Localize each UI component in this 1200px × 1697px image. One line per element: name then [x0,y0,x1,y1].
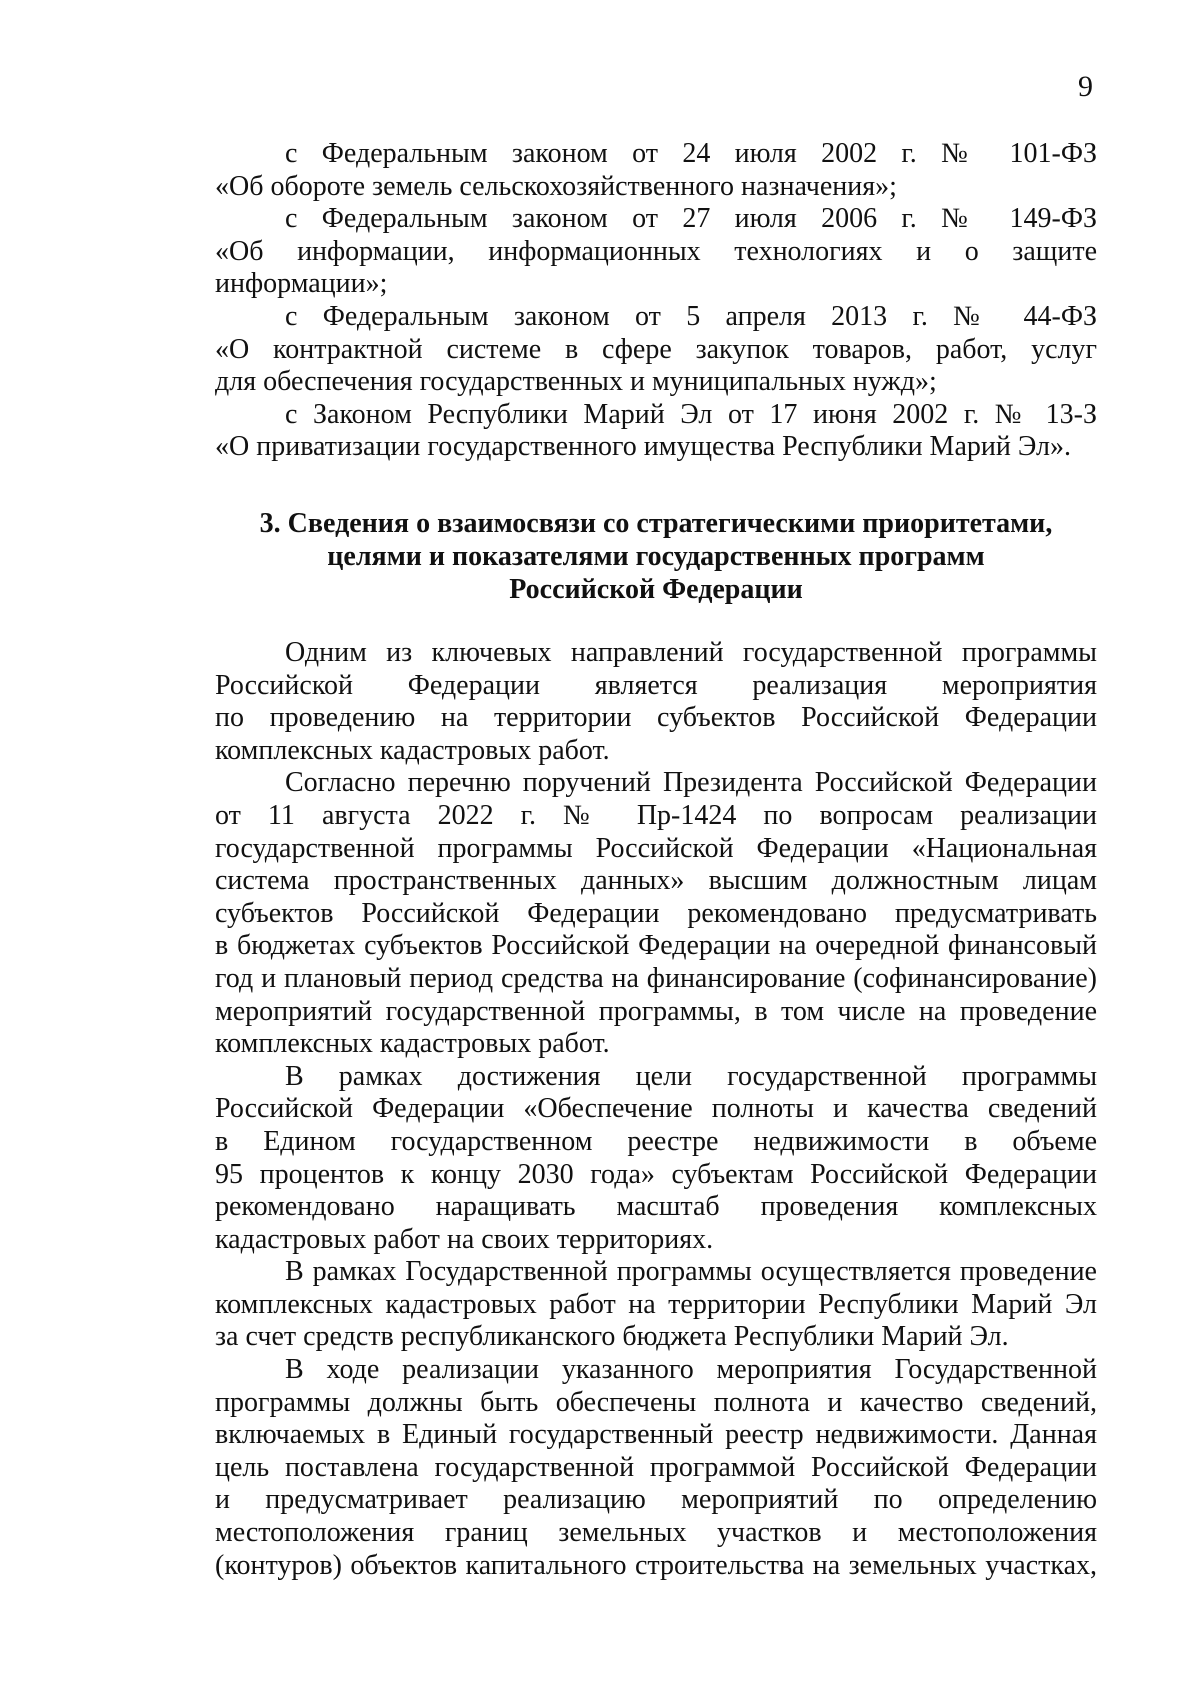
text-line: в бюджетах субъектов Российской Федерации на очередной финансовый [215,930,1097,962]
reference-item [215,399,1097,464]
text-line: комплексных кадастровых работ. [215,1028,610,1060]
text-line: и предусматривает реализацию мероприятий по определению [215,1484,1097,1516]
reference-item [215,301,1097,399]
text-line: мероприятий государственной программы, в том числе на проведение [215,995,1097,1027]
text-line: Российской Федерации является реализация мероприятия [215,669,1097,701]
text-line: местоположения границ земельных участков и местоположения [215,1517,1097,1549]
text-line: «Об информации, информационных технологиях и о защите [215,235,1097,267]
text-line: по проведению на территории субъектов Российской Федерации [215,702,1097,734]
text-line: от 11 августа 2022 г. № Пр-1424 по вопросам реализации [215,799,1097,831]
text-line: государственной программы Российской Федерации «Национальная [215,832,1097,864]
text-line: включаемых в Единый государственный реестр недвижимости. Данная [215,1419,1097,1451]
heading-line: целями и показателями государственных программ [327,541,985,572]
text-line: рекомендовано наращивать масштаб проведения комплексных [215,1191,1097,1223]
text-line: В ходе реализации указанного мероприятия Государственной [285,1354,1097,1386]
text-line: субъектов Российской Федерации рекомендовано предусматривать [215,897,1097,929]
text-line: для обеспечения государственных и муниципальных нужд»; [215,366,937,398]
text-line: с Федеральным законом от 27 июля 2006 г. № 149-ФЗ [285,203,1097,235]
paragraph [215,767,1097,1060]
text-line: комплексных кадастровых работ. [215,734,610,766]
text-line: Одним из ключевых направлений государственной программы [285,637,1097,668]
reference-item [215,203,1097,301]
paragraph [215,1354,1097,1582]
paragraph [215,1256,1097,1354]
text-line: с Федеральным законом от 24 июля 2002 г. № 101-ФЗ [285,138,1097,169]
text-line: Согласно перечню поручений Президента Российской Федерации [285,767,1097,799]
text-line: в Едином государственном реестре недвижимости в объеме [215,1125,1097,1157]
text-line: (контуров) объектов капитального строительства на земельных участках, [215,1549,1097,1581]
paragraph [215,637,1097,767]
heading-line: Российской Федерации [509,574,803,605]
text-line: «О контрактной системе в сфере закупок товаров, работ, услуг [215,333,1097,365]
text-line: Российской Федерации «Обеспечение полноты и качества сведений [215,1093,1097,1125]
text-line: кадастровых работ на своих территориях. [215,1223,714,1255]
text-line: 95 процентов к концу 2030 года» субъектам Российской Федерации [215,1158,1097,1190]
legal-references [215,138,1097,464]
text-line: комплексных кадастровых работ на территории Республики Марий Эл [215,1288,1097,1320]
text-line: с Законом Республики Марий Эл от 17 июня 2002 г. № 13-З [285,398,1097,430]
page-number: 9 [1078,70,1093,103]
text-line: с Федеральным законом от 5 апреля 2013 г. № 44-ФЗ [285,300,1097,332]
heading-line: 3. Сведения о взаимосвязи со стратегическими приоритетами, [259,508,1053,539]
text-line: система пространственных данных» высшим должностным лицам [215,865,1097,897]
text-line: В рамках достижения цели государственной программы [285,1060,1097,1092]
text-line: «Об обороте земель сельскохозяйственного назначения»; [215,170,897,202]
paragraph [215,1061,1097,1257]
text-line: программы должны быть обеспечены полнота и качество сведений, [215,1386,1097,1418]
text-line: «О приватизации государственного имущества Республики Марий Эл». [215,431,1071,463]
section-body [215,637,1097,1582]
text-line: год и плановый период средства на финансирование (софинансирование) [215,962,1097,994]
text-line: В рамках Государственной программы осуществляется проведение [285,1256,1097,1288]
text-line: за счет средств республиканского бюджета Республики Марий Эл. [215,1321,1009,1353]
text-line: цель поставлена государственной программой Российской Федерации [215,1451,1097,1483]
text-line: информации»; [215,268,388,300]
reference-item [215,138,1097,203]
section-heading [215,507,1097,606]
